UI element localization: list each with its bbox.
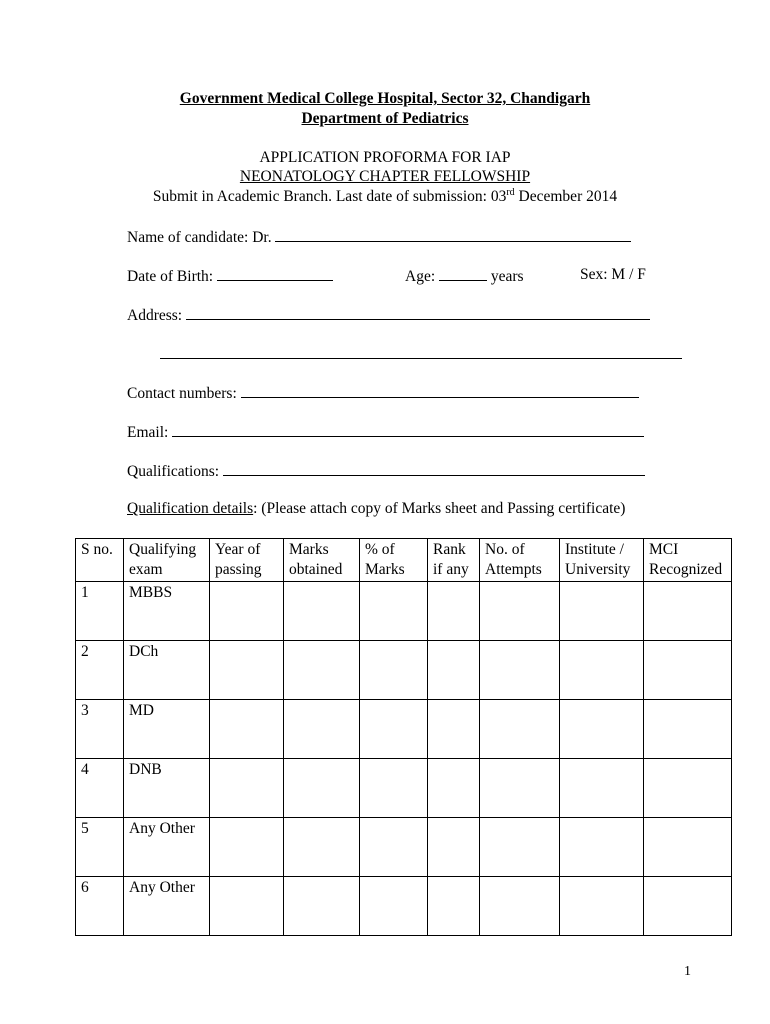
table-header-cell (560, 539, 644, 582)
address-line2 (160, 344, 682, 364)
entry-cell[interactable] (360, 700, 428, 759)
table-header-text: Qualifying (129, 541, 197, 558)
table-header-text: if any (433, 561, 469, 578)
entry-cell[interactable] (428, 818, 480, 877)
entry-cell[interactable] (644, 582, 732, 641)
entry-cell[interactable] (210, 700, 284, 759)
email-label: Email: (127, 424, 169, 441)
entry-cell[interactable] (428, 759, 480, 818)
entry-cell[interactable] (428, 641, 480, 700)
table-header-text: Year of (215, 541, 261, 558)
exam-cell: MD (124, 700, 210, 759)
qualification-table (75, 538, 732, 936)
entry-cell[interactable] (284, 877, 360, 936)
entry-cell[interactable] (560, 759, 644, 818)
table-header-text: Attempts (485, 561, 542, 578)
name-blank[interactable] (275, 227, 631, 242)
sno-cell: 2 (76, 641, 124, 700)
table-row (76, 641, 732, 700)
entry-cell[interactable] (360, 759, 428, 818)
entry-cell[interactable] (560, 641, 644, 700)
entry-cell[interactable] (428, 582, 480, 641)
age-blank[interactable] (439, 266, 487, 281)
entry-cell[interactable] (360, 582, 428, 641)
table-header-text: No. of (485, 541, 525, 558)
dob-blank[interactable] (217, 266, 333, 281)
entry-cell[interactable] (360, 818, 428, 877)
entry-cell[interactable] (284, 700, 360, 759)
sno-cell: 5 (76, 818, 124, 877)
institution-heading: Government Medical College Hospital, Sector 32, Chandigarh (179, 90, 591, 107)
entry-cell[interactable] (480, 700, 560, 759)
dob-label: Date of Birth: (127, 268, 214, 285)
entry-cell[interactable] (210, 818, 284, 877)
entry-cell[interactable] (644, 759, 732, 818)
table-header-text: Marks (289, 541, 329, 558)
entry-cell[interactable] (284, 641, 360, 700)
exam-cell: Any Other (124, 877, 210, 936)
entry-cell[interactable] (644, 877, 732, 936)
age-field (405, 266, 524, 286)
entry-cell[interactable] (210, 877, 284, 936)
table-header-text: Rank (433, 541, 466, 558)
name-label: Name of candidate: Dr. (127, 229, 272, 246)
exam-cell: DNB (124, 759, 210, 818)
email-blank[interactable] (172, 422, 644, 437)
table-header-text: % of (365, 541, 395, 558)
sno-cell: 4 (76, 759, 124, 818)
form-title-line1: APPLICATION PROFORMA FOR IAP (259, 149, 511, 166)
entry-cell[interactable] (210, 641, 284, 700)
sex-field: Sex: M / F (580, 266, 646, 283)
entry-cell[interactable] (428, 700, 480, 759)
contact-field (127, 383, 639, 403)
table-header-text: Institute / (565, 541, 624, 558)
table-header-text: exam (129, 561, 163, 578)
department-heading: Department of Pediatrics (301, 110, 469, 127)
table-header-text: Recognized (649, 561, 723, 578)
entry-cell[interactable] (644, 700, 732, 759)
contact-blank[interactable] (241, 383, 639, 398)
entry-cell[interactable] (560, 818, 644, 877)
table-header-cell (644, 539, 732, 582)
entry-cell[interactable] (480, 759, 560, 818)
submission-note-text: Submit in Academic Branch. Last date of submission: 03 (152, 188, 507, 206)
submission-note-date: December 2014 (514, 188, 618, 206)
entry-cell[interactable] (560, 877, 644, 936)
contact-label: Contact numbers: (127, 385, 237, 402)
entry-cell[interactable] (560, 582, 644, 641)
submission-note-sup: rd (506, 187, 515, 198)
form-title-line2: NEONATOLOGY CHAPTER FELLOWSHIP (239, 168, 531, 185)
table-row (76, 700, 732, 759)
table-header-text: passing (215, 561, 262, 578)
table-header-cell (428, 539, 480, 582)
table-row (76, 759, 732, 818)
sno-cell: 1 (76, 582, 124, 641)
entry-cell[interactable] (560, 700, 644, 759)
entry-cell[interactable] (480, 818, 560, 877)
dob-field (127, 266, 333, 286)
table-row (76, 818, 732, 877)
entry-cell[interactable] (210, 582, 284, 641)
entry-cell[interactable] (360, 641, 428, 700)
sno-cell: 6 (76, 877, 124, 936)
qualifications-blank[interactable] (223, 461, 645, 476)
qualifications-label: Qualifications: (127, 463, 220, 480)
table-header-cell (210, 539, 284, 582)
submission-note (0, 187, 770, 206)
entry-cell[interactable] (284, 582, 360, 641)
age-label: Age: (405, 268, 436, 285)
email-field (127, 422, 644, 442)
table-header-cell (480, 539, 560, 582)
qualifications-field (127, 461, 645, 481)
entry-cell[interactable] (210, 759, 284, 818)
table-row (76, 877, 732, 936)
table-header-text: Marks (365, 561, 405, 578)
age-unit: years (490, 268, 524, 285)
table-header-text: obtained (289, 561, 343, 578)
exam-cell: MBBS (124, 582, 210, 641)
table-row (76, 582, 732, 641)
entry-cell[interactable] (428, 877, 480, 936)
entry-cell[interactable] (644, 818, 732, 877)
address-blank-1[interactable] (186, 305, 650, 320)
table-header-text: S no. (81, 541, 113, 558)
address-field (127, 305, 650, 325)
address-blank-2[interactable] (160, 344, 682, 359)
table-header-cell (284, 539, 360, 582)
table-header-cell (360, 539, 428, 582)
entry-cell[interactable] (480, 877, 560, 936)
entry-cell[interactable] (644, 641, 732, 700)
page-number: 1 (684, 964, 691, 979)
address-label: Address: (127, 307, 183, 324)
exam-cell: DCh (124, 641, 210, 700)
table-header-text: University (565, 561, 631, 578)
qualification-details (127, 500, 625, 518)
qualification-details-note: : (Please attach copy of Marks sheet and Passing certificate) (253, 500, 626, 517)
entry-cell[interactable] (480, 641, 560, 700)
entry-cell[interactable] (284, 818, 360, 877)
table-header-text: MCI (649, 541, 679, 558)
entry-cell[interactable] (360, 877, 428, 936)
qualification-details-label: Qualification details (127, 500, 254, 517)
table-header-row (76, 539, 732, 582)
name-field (127, 227, 631, 247)
table-header-cell (76, 539, 124, 582)
entry-cell[interactable] (284, 759, 360, 818)
exam-cell: Any Other (124, 818, 210, 877)
sno-cell: 3 (76, 700, 124, 759)
entry-cell[interactable] (480, 582, 560, 641)
table-header-cell (124, 539, 210, 582)
